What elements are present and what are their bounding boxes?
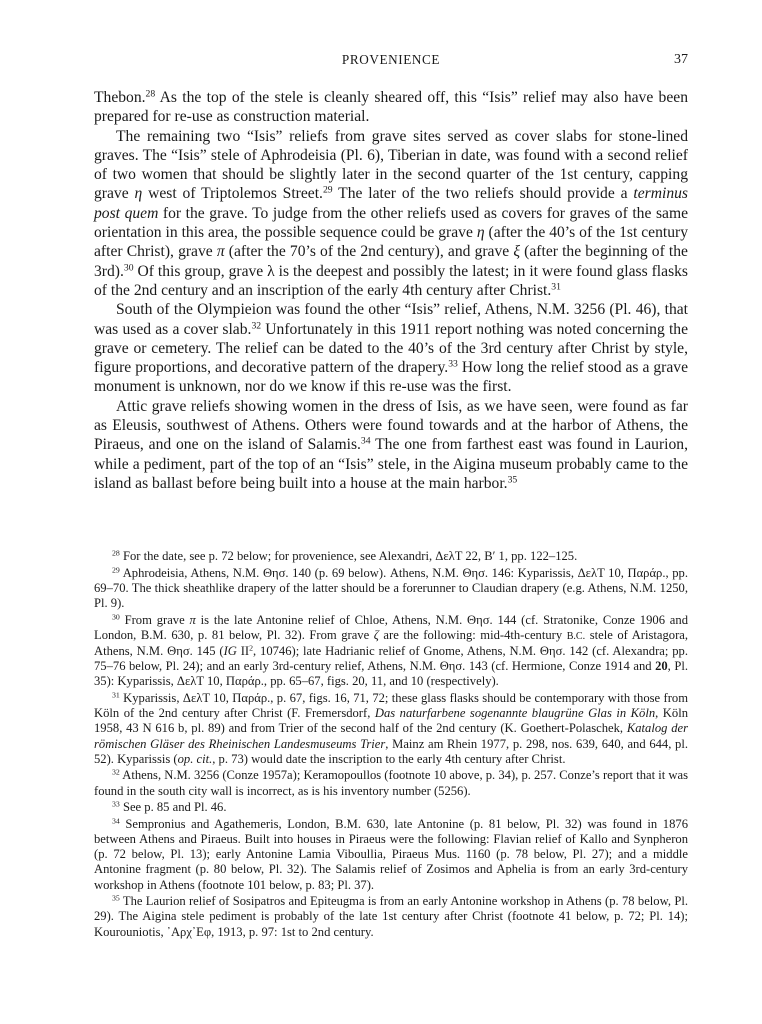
footnote-31: $^{31}$ Kyparissis, ΔελΤ 10, Παράρ., p. 67, figs. 16, 71, 72; these glass flasks should be contemporary with those from Köln of the 2nd century after Christ (F. Fremersdorf, Das naturfarbene sogenannte blaugrüne Glas in Köln, Köln 1958, 43 N 616 b, pl. 89) and from Trier of the second half of the 2nd century (K. Goethert-Polaschek, Katalog der römischen Gläser des Rheinischen Landesmuseums Trier, Mainz am Rhein 1977, p. 298, nos. 639, 640, and 644, pl. 52). Kyparissis (op. cit., p. 73) would date the inscription to the early 4th century after Christ. bbox=[94, 690, 689, 766]
footnote-34: $^{34}$ Sempronius and Agathemeris, London, B.M. 630, late Antonine (p. 81 below, Pl. 32) was found in 1876 between Athens and Piraeus. Built into houses in Piraeus were the following: Flavian relief of Kallo and Synpheron (p. 72 below, Pl. 13); early Antonine Lamia Viboullia, Piraeus Mus. 1160 (p. 78 below, Pl. 27); and a middle Antonine fragment (p. 80 below, Pl. 32). The Salamis relief of Zosimos and Aphelia is from an early 3rd-century workshop in Athens (footnote 101 below, p. 83; Pl. 37). bbox=[94, 816, 688, 892]
paragraph: South of the Olympieion was found the other “Isis” relief, Athens, N.M. 3256 (Pl. 46), that was used as a cover slab.$^{32}$ Unfortunately in this 1911 report nothing was noted concerning the grave or cemetery. The relief can be dated to the 40’s of the 3rd century after Christ by style, figure proportions, and decorative pattern of the drapery.$^{33}$ How long the relief stood as a grave monument is unknown, nor do we know if this re-use was the first. bbox=[94, 301, 689, 396]
footnote-33: $^{33}$ See p. 85 and Pl. 46. bbox=[112, 799, 227, 815]
paragraph: Attic grave reliefs showing women in the dress of Isis, as we have seen, were found as far as Eleusis, southwest of Athens. Others were found towards and at the harbor of Athens, the Piraeus, and one on the island of Salamis.$^{34}$ The one from farthest east was found in Laurion, while a pediment, part of the top of an “Isis” stele, in the Aigina museum probably came to the island as ballast before being built into a house at the main harbor.$^{35}$ bbox=[94, 397, 688, 492]
paragraph: The remaining two “Isis” reliefs from grave sites served as cover slabs for stone-lined graves. The “Isis” stele of Aphrodeisia (Pl. 6), Tiberian in date, was found with a second relief of two women that should be slightly later in the second quarter of the 1st century, capping grave η west of Triptolemos Street.$^{29}$ The later of the two reliefs should provide a terminus post quem for the grave. To judge from the other reliefs used as covers for graves of the same orientation in this area, the possible sequence could be grave η (after the 40’s of the 1st century after Christ), grave π (after the 70’s of the 2nd century), and grave ξ (after the beginning of the 3rd).$^{30}$ Of this group, grave λ is the deepest and possibly the latest; in it were found glass flasks of the 2nd century and an inscription of the early 4th century after Christ.$^{31}$ bbox=[94, 127, 688, 299]
footnote-30: $^{30}$ From grave π is the late Antonine relief of Chloe, Athens, N.M. Θησ. 144 (cf. Stratonike, Conze 1906 and London, B.M. 630, p. 81 below, Pl. 32). From grave ζ are the following: mid-4th-century B.C. stele of Aristagora, Athens, N.M. Θησ. 145 (IG $II^2$, 10746); late Hadrianic relief of Gnome, Athens, N.M. Θησ. 142 (cf. Alexandra; pp. 75–76 below, Pl. 24); and an early 3rd-century relief, Athens, N.M. Θησ. 143 (cf. Hermione, Conze 1914 and 20, Pl. 35): Kyparissis, ΔελΤ 10, Παράρ., pp. 65–67, figs. 20, 11, and 10 (respectively). bbox=[94, 612, 688, 689]
footnote-28: $^{28}$ For the date, see p. 72 below; for provenience, see Alexandri, ΔελΤ 22, Β′ 1, pp. 122–125. bbox=[112, 548, 578, 563]
footnote-35: $^{35}$ The Laurion relief of Sosipatros and Epiteugma is from an early Antonine workshop in Athens (p. 78 below, Pl. 29). The Aigina stele pediment is probably of the late 1st century after Christ (footnote 41 below, p. 72; Pl. 14); Kourouniotis, ᾿Αρχ᾿Εφ, 1913, p. 97: 1st to 2nd century. bbox=[94, 893, 688, 939]
body-text bbox=[94, 88, 688, 493]
paragraph: Thebon.$^{28}$ As the top of the stele is cleanly sheared off, this “Isis” relief may also have been prepared for re-use as construction material. bbox=[94, 88, 688, 126]
footnote-32: $^{32}$ Athens, N.M. 3256 (Conze 1957a); Keramopoullos (footnote 10 above, p. 34), p. 257. Conze’s report that it was found in the south city wall is incorrect, as is his inventory number (5256). bbox=[94, 768, 688, 798]
running-head: PROVENIENCE bbox=[341, 52, 441, 67]
footnote-29: $^{29}$ Aphrodeisia, Athens, N.M. Θησ. 140 (p. 69 below). Athens, N.M. Θησ. 146: Kyparissis, ΔελΤ 10, Παράρ., pp. 69–70. The thick sheathlike drapery of the latter should be a forerunner to Claudian drapery (e.g. Athens, N.M. 1250, Pl. 9). bbox=[94, 565, 688, 610]
page-header bbox=[94, 52, 688, 70]
footnotes bbox=[94, 549, 688, 941]
page-number: 37 bbox=[674, 52, 688, 67]
